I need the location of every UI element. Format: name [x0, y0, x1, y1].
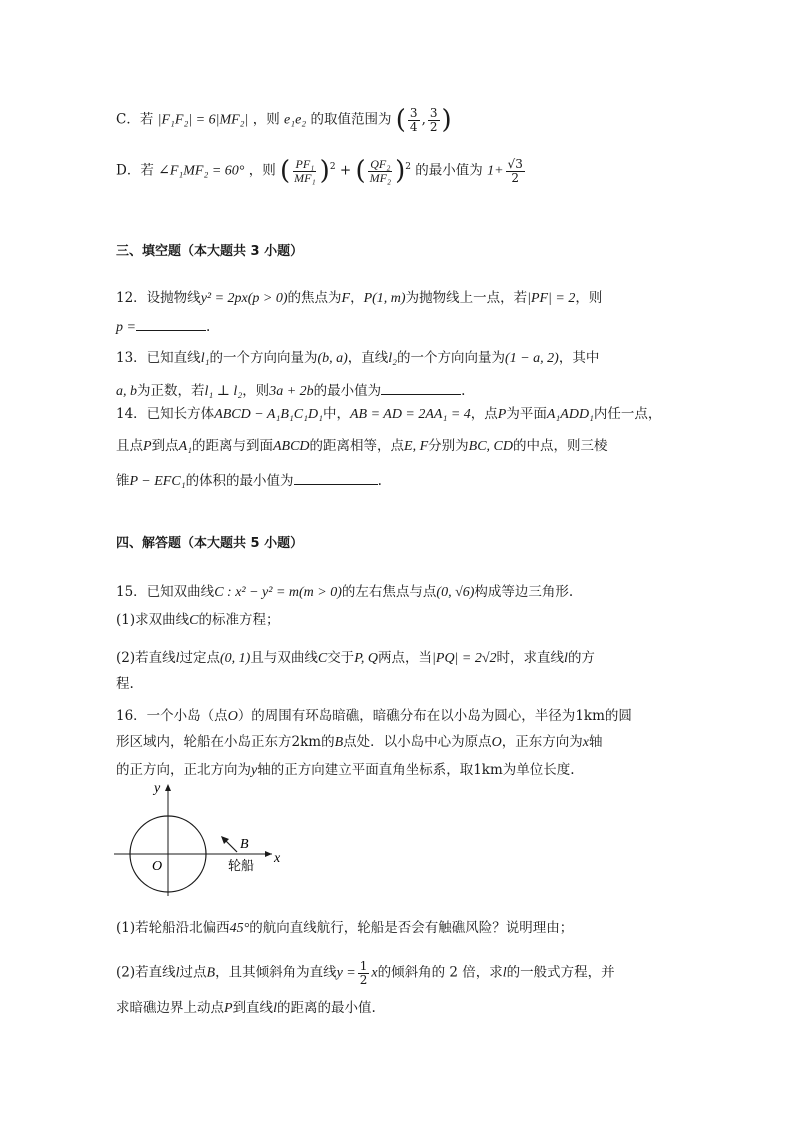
option-d-tail: 的最小值为 [415, 162, 483, 179]
section-3-heading: 三、填空题（本大题共 3 小题） [116, 244, 304, 259]
slope-fraction: $\frac{1}{2}$ [359, 959, 368, 987]
question-13-line-1: 13．已知直线l₁的一个方向向量为(b, a)，直线l₂的一个方向向量为(1 − a, 2)，其中 [116, 350, 600, 366]
question-15-part-2-line-2: 程. [116, 676, 134, 692]
range-lower-fraction: $\frac{3}{4}$ [409, 106, 418, 134]
question-14-line-1: 14．已知长方体ABCD − A₁B₁C₁D₁中，AB = AD = 2AA₁ = 4，点P为平面A₁ADD₁内任一点， [116, 406, 662, 422]
y-axis-label: y [154, 781, 161, 796]
option-d-label: D．若 [116, 162, 154, 179]
option-c-mid: ，则 [252, 111, 280, 128]
question-16-line-2: 形区域内，轮船在小岛正东方2km的B点处．以小岛中心为原点O，正东方向为x轴 [116, 734, 603, 750]
answer-blank [381, 382, 461, 395]
option-d-mid: ，则 [248, 162, 276, 179]
question-14-line-2: 且点P到点A₁的距离与到面ABCD的距离相等，点E, F分别为BC, CD的中点，则三棱 [116, 438, 608, 454]
x-axis-arrow [265, 851, 272, 857]
question-12-line-2: p = . [116, 319, 211, 335]
option-c-tail: 的取值范围为 [310, 111, 392, 128]
option-d-answer-int: 1+ [487, 163, 504, 179]
question-12-line-1: 12．设抛物线y² = 2px(p > 0)的焦点为F，P(1, m)为抛物线上一点，若|PF| = 2，则 [116, 290, 603, 306]
option-c-label: C．若 [116, 111, 154, 128]
option-d-condition: ∠F₁MF₂ = 60° [158, 163, 245, 179]
answer-blank [136, 318, 206, 331]
question-16-line-3: 的正方向，正北方向为y轴的正方向建立平面直角坐标系，取1km为单位长度. [116, 762, 575, 778]
option-d-answer-fraction: $\frac{√3}{2}$ [507, 157, 523, 185]
question-15-line-1: 15．已知双曲线C : x² − y² = m(m > 0)的左右焦点与点(0, √6)构成等边三角形. [116, 584, 574, 600]
option-c: C．若 |F₁F₂| = 6|MF₂| ，则 e₁e₂ 的取值范围为 ( $\frac{3}{4}$ , $\frac{3}{2}$ ) [116, 105, 452, 136]
question-14-line-3: 锥P − EFC₁的体积的最小值为 . [116, 473, 382, 489]
origin-label: O [152, 859, 163, 874]
question-15-part-1: (1)求双曲线C的标准方程； [116, 612, 280, 628]
question-16-part-1: (1)若轮船沿北偏西45°的航向直线航行，轮船是否会有触礁风险？说明理由； [116, 920, 574, 936]
option-c-condition: |F₁F₂| = 6|MF₂| [157, 112, 249, 128]
question-16-part-2-line-1: (2)若直线l过点B，且其倾斜角为直线y = $\frac{1}{2}$ x的倾斜角的 2 倍，求l的一般式方程，并 [116, 959, 615, 987]
ratio-pf1-mf1: $\frac{\text{PF₁}}{\text{MF₁}}$ [294, 157, 316, 185]
question-13-line-2: a, b为正数，若l₁ ⊥ l₂，则3a + 2b的最小值为 . [116, 383, 466, 399]
option-d: D．若 ∠F₁MF₂ = 60° ，则 ( $\frac{\text{PF₁}}{\text{MF₁}}$ )$^2$ + ( $\frac{\text{QF₂}}{\text{MF₂}}$ )$^2$ 的最小值为 1+ $\frac{√3}{2}$ [116, 156, 523, 187]
question-16-line-1: 16．一个小岛（点O）的周围有环岛暗礁，暗礁分布在以小岛为圆心，半径为1km的圆 [116, 708, 632, 724]
island-coordinate-figure [112, 778, 292, 898]
answer-blank [294, 472, 378, 485]
y-axis-arrow [165, 784, 171, 791]
option-c-expr: e₁e₂ [284, 112, 307, 128]
x-axis-label: x [274, 851, 281, 866]
ship-label: 轮船 [228, 859, 255, 874]
point-b-label: B [240, 837, 249, 852]
range-upper-fraction: $\frac{3}{2}$ [429, 106, 438, 134]
question-15-part-2-line-1: (2)若直线l过定点(0, 1)且与双曲线C交于P, Q两点，当|PQ| = 2√2时，求直线l的方 [116, 650, 595, 666]
section-4-heading: 四、解答题（本大题共 5 小题） [116, 536, 304, 551]
question-16-part-2-line-2: 求暗礁边界上动点P到直线l的距离的最小值. [116, 1000, 376, 1016]
ratio-qf2-mf2: $\frac{\text{QF₂}}{\text{MF₂}}$ [369, 157, 392, 185]
